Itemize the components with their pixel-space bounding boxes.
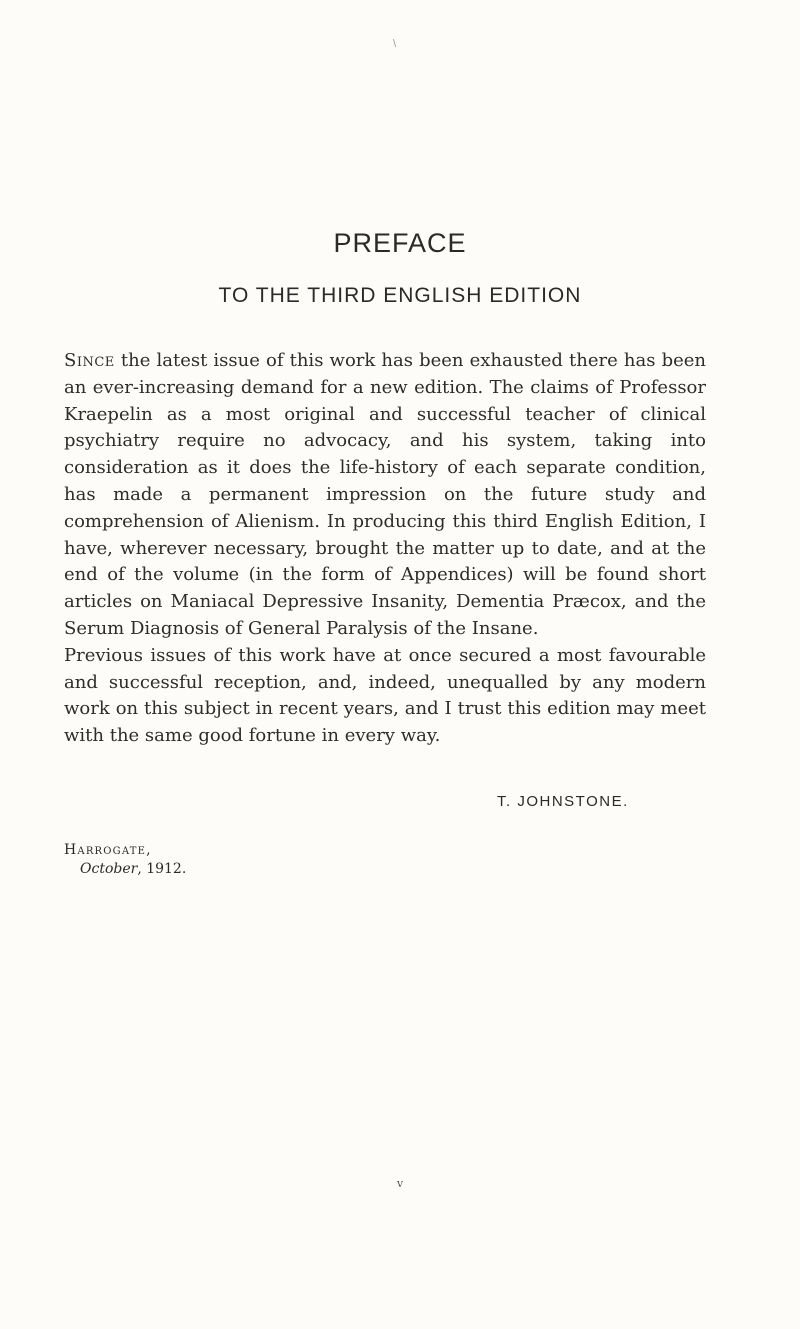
paragraph-1-text: the latest issue of this work has been exhausted there has been an ever-increasing demand for a new edition. The claims of Professor Kraepelin as a most original and successful teacher of clinical psychiatry require no advocacy, and his system, taking into consideration as it does the life-history of each separate condition, has made a permanent impression on the future study and comprehension of Alienism. In producing this third English Edition, I have, wherever necessary, brought the matter up to date, and at the end of the volume (in the form of Appendices) will be found short articles on Maniacal Depressive Insanity, Dementia Præcox, and the Serum Diagnosis of General Paralysis of the Insane. <box>64 350 706 639</box>
place-line: Harrogate, <box>64 842 152 858</box>
page-subtitle: TO THE THIRD ENGLISH EDITION <box>218 284 582 307</box>
author-signature: T. JOHNSTONE. <box>497 793 629 810</box>
corner-mark: \ <box>393 38 397 50</box>
date-month: October <box>80 861 138 877</box>
preface-body <box>64 348 706 750</box>
date-year: , 1912. <box>137 861 187 877</box>
paragraph-2: Previous issues of this work have at once secured a most favourable and successful reception, and, indeed, unequalled by any modern work on this subject in recent years, and I trust this edition may meet with the same good fortune in every way. <box>64 644 706 747</box>
paragraph-1-lead-word: Since <box>64 350 115 371</box>
page-number: v <box>397 1176 403 1190</box>
page-title: PREFACE <box>333 228 467 258</box>
paragraph-1 <box>64 348 706 643</box>
date-line <box>80 861 186 877</box>
